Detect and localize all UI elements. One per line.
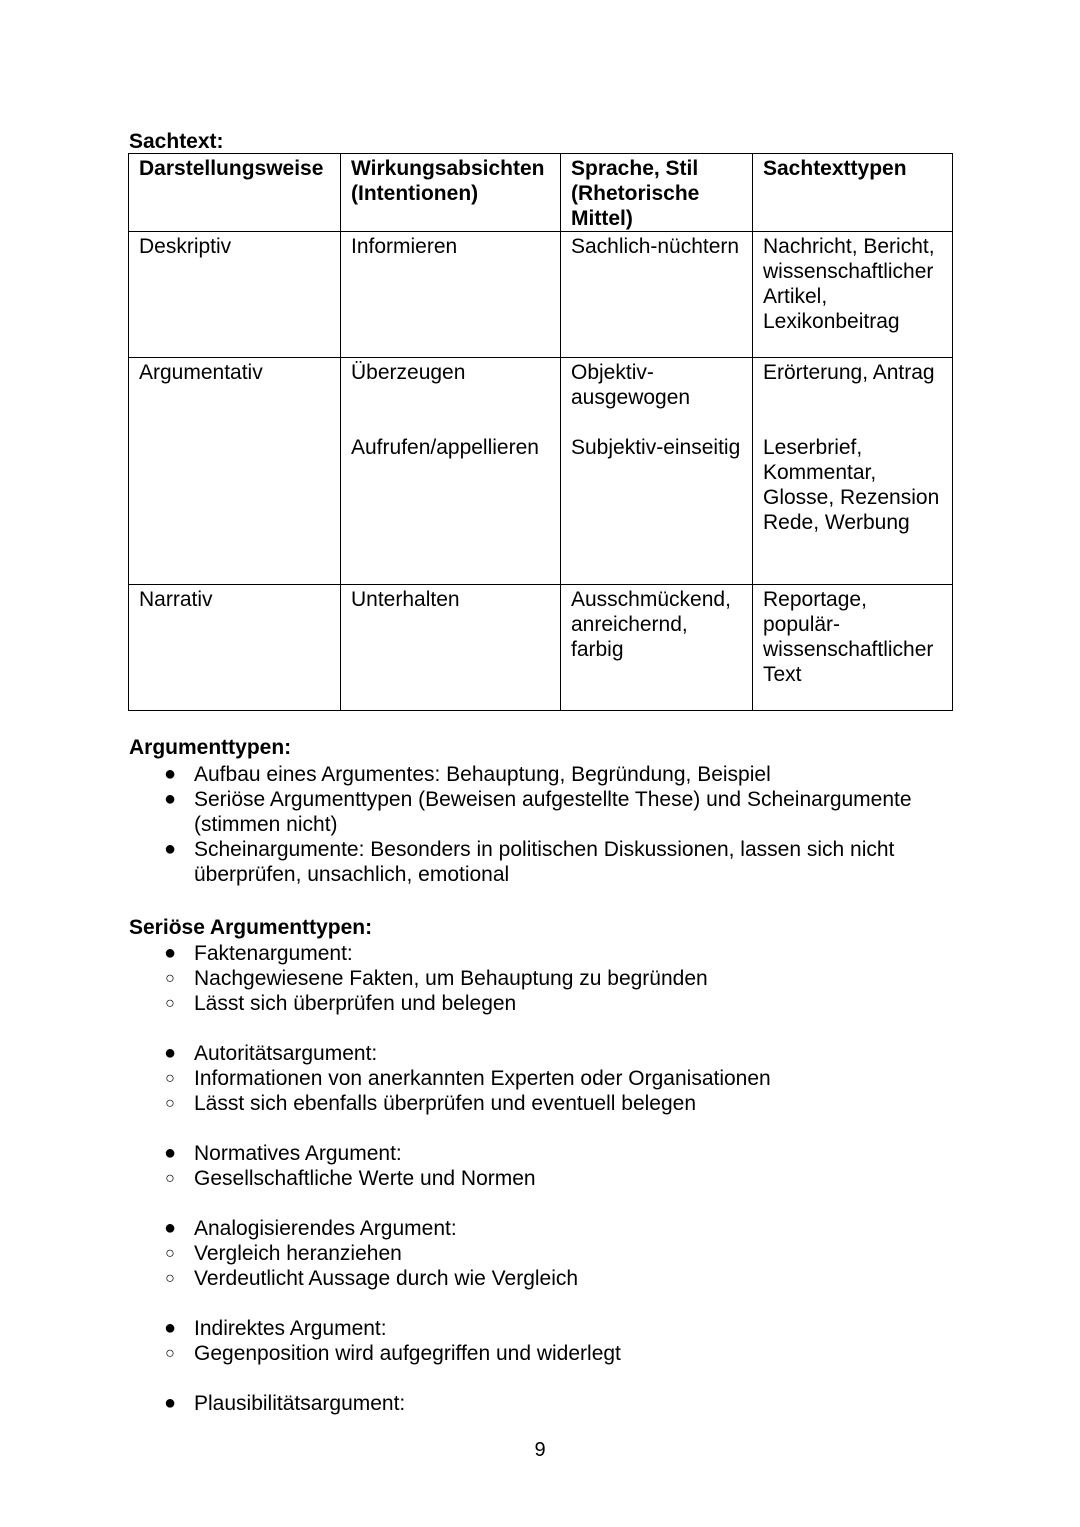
table-row — [129, 232, 953, 358]
list-item: ● Plausibilitätsargument: — [160, 1391, 960, 1416]
cell-line: Erörterung, Antrag — [763, 361, 935, 384]
argumenttypen-list — [160, 762, 960, 887]
sub-list-item: ○ Vergleich heranziehen — [160, 1241, 960, 1266]
list-item: ● Aufbau eines Argumentes: Behauptung, Begründung, Beispiel — [160, 762, 960, 787]
cell-line: Objektiv-ausgewogen — [571, 361, 691, 409]
circle-bullet-icon: ○ — [165, 995, 175, 1012]
header-wirkungsabsichten: Wirkungsabsichten (Intentionen) — [341, 154, 561, 232]
list-item: ● Scheinargumente: Besonders in politischen Diskussionen, lassen sich nicht überprüfen, unsachlich, emotional — [160, 837, 960, 887]
cell-typen: Nachricht, Bericht, wissenschaftlicher Artikel, Lexikonbeitrag — [753, 232, 953, 358]
serioese-list — [160, 941, 960, 1416]
sub-list-item: ○ Verdeutlicht Aussage durch wie Vergleich — [160, 1266, 960, 1291]
table-header-row — [129, 154, 953, 232]
header-sachtexttypen: Sachtexttypen — [753, 154, 953, 232]
bullet-icon: ● — [163, 1042, 177, 1064]
circle-bullet-icon: ○ — [165, 1070, 175, 1087]
circle-bullet-icon: ○ — [165, 1245, 175, 1262]
circle-bullet-icon: ○ — [165, 970, 175, 987]
cell-darstellung: Argumentativ — [129, 358, 341, 585]
circle-bullet-icon: ○ — [165, 1170, 175, 1187]
table-row — [129, 585, 953, 711]
list-item: ● Faktenargument: — [160, 941, 960, 966]
cell-sprache — [561, 358, 753, 585]
bullet-icon: ● — [163, 838, 177, 860]
sub-list-item: ○ Lässt sich überprüfen und belegen — [160, 991, 960, 1016]
circle-bullet-icon: ○ — [165, 1270, 175, 1287]
sachtext-table — [128, 153, 953, 711]
cell-line: Aufrufen/appellieren — [351, 436, 539, 459]
circle-bullet-icon: ○ — [165, 1345, 175, 1362]
bullet-icon: ● — [163, 788, 177, 810]
bullet-icon: ● — [163, 1317, 177, 1339]
list-item: ● Analogisierendes Argument: — [160, 1216, 960, 1241]
circle-bullet-icon: ○ — [165, 1095, 175, 1112]
sub-list-item: ○ Gegenposition wird aufgegriffen und widerlegt — [160, 1341, 960, 1366]
sub-list-item: ○ Lässt sich ebenfalls überprüfen und eventuell belegen — [160, 1091, 960, 1116]
list-item: ● Indirektes Argument: — [160, 1316, 960, 1341]
cell-wirkung: Unterhalten — [341, 585, 561, 711]
bullet-icon: ● — [163, 763, 177, 785]
list-item: ● Autoritätsargument: — [160, 1041, 960, 1066]
cell-line: Subjektiv-einseitig — [571, 436, 741, 459]
cell-sprache: Ausschmückend, anreichernd, farbig — [561, 585, 753, 711]
bullet-icon: ● — [163, 1217, 177, 1239]
list-item: ● Normatives Argument: — [160, 1141, 960, 1166]
sub-list-item: ○ Informationen von anerkannten Experten oder Organisationen — [160, 1066, 960, 1091]
bullet-icon: ● — [163, 1142, 177, 1164]
cell-wirkung: Informieren — [341, 232, 561, 358]
sub-list-item: ○ Gesellschaftliche Werte und Normen — [160, 1166, 960, 1191]
list-item: ● Seriöse Argumenttypen (Beweisen aufgestellte These) und Scheinargumente (stimmen nicht) — [160, 787, 960, 837]
cell-darstellung: Deskriptiv — [129, 232, 341, 358]
argumenttypen-heading: Argumenttypen: — [129, 736, 292, 759]
page-number: 9 — [534, 1439, 546, 1461]
cell-line: Überzeugen — [351, 361, 466, 384]
header-sprache-stil: Sprache, Stil (Rhetorische Mittel) — [561, 154, 753, 232]
cell-sprache: Sachlich-nüchtern — [561, 232, 753, 358]
cell-typen: Reportage, populär-wissenschaftlicher Text — [753, 585, 953, 711]
cell-line: Leserbrief, Kommentar, Glosse, Rezension Rede, Werbung — [763, 436, 940, 534]
bullet-icon: ● — [163, 1392, 177, 1414]
header-darstellungsweise: Darstellungsweise — [129, 154, 341, 232]
table-row — [129, 358, 953, 585]
cell-darstellung: Narrativ — [129, 585, 341, 711]
cell-wirkung — [341, 358, 561, 585]
bullet-icon: ● — [163, 942, 177, 964]
serioese-heading: Seriöse Argumenttypen: — [129, 916, 373, 939]
cell-typen — [753, 358, 953, 585]
sachtext-heading: Sachtext: — [129, 130, 224, 153]
sub-list-item: ○ Nachgewiesene Fakten, um Behauptung zu begründen — [160, 966, 960, 991]
